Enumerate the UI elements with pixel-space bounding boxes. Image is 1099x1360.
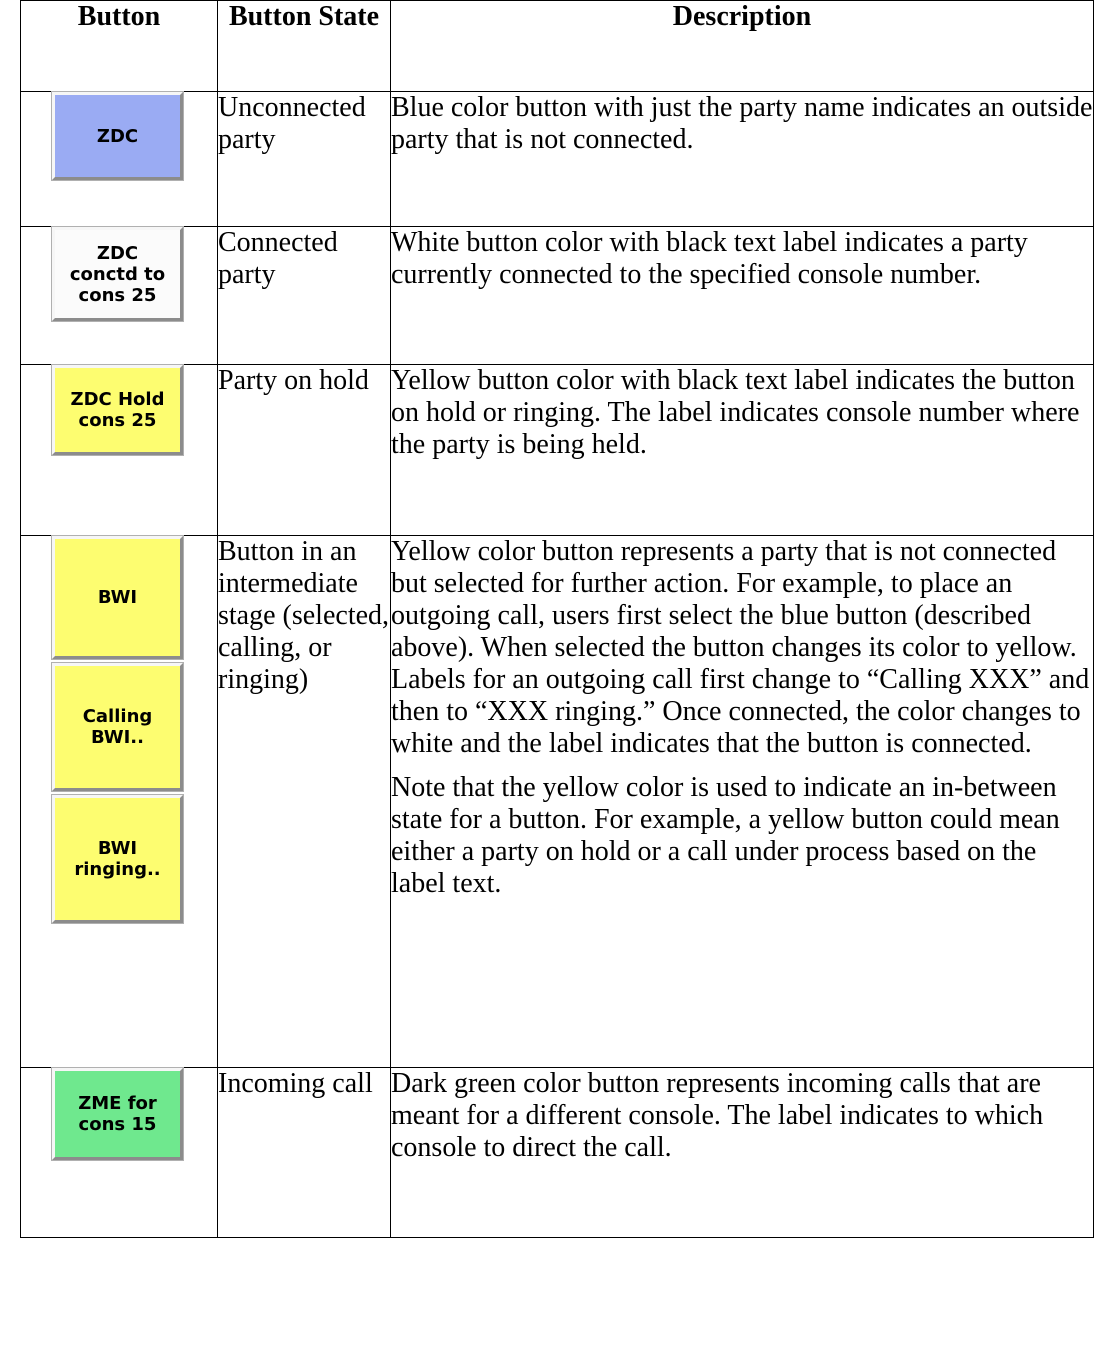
- description-cell: [391, 1068, 1094, 1238]
- party-on-hold-button: ZDC Hold cons 25: [52, 365, 183, 455]
- state-cell: Unconnected party: [218, 92, 391, 227]
- description-paragraph: Yellow button color with black text label indicates the button on hold or ringing. The label indicates console number where the party is being held.: [391, 365, 1080, 460]
- incoming-call-button: ZME for cons 15: [52, 1068, 183, 1160]
- state-cell: Button in an intermediate stage (selected, calling, or ringing): [218, 536, 391, 1068]
- description-paragraph: Dark green color button represents incoming calls that are meant for a different console. The label indicates to which console to direct the call.: [391, 1068, 1044, 1163]
- header-row: [21, 1, 1094, 92]
- header-button: Button: [21, 1, 218, 92]
- connected-party-button: ZDC conctd to cons 25: [52, 227, 183, 321]
- description-paragraph: Blue color button with just the party name indicates an outside party that is not connected.: [391, 92, 1093, 155]
- button-cell: [21, 92, 218, 227]
- selected-button: BWI: [52, 536, 183, 659]
- description-cell: [391, 92, 1094, 227]
- button-cell: [21, 227, 218, 365]
- description-cell: [391, 365, 1094, 536]
- description-paragraph: Note that the yellow color is used to indicate an in-between state for a button. For example, a yellow button could mean either a party on hold or a call under process based on the label text.: [391, 772, 1060, 899]
- description-cell: [391, 227, 1094, 365]
- calling-button: Calling BWI..: [52, 663, 183, 791]
- state-cell: Party on hold: [218, 365, 391, 536]
- button-cell: [21, 1068, 218, 1238]
- ringing-button: BWI ringing..: [52, 795, 183, 923]
- header-description: Description: [391, 1, 1094, 92]
- table-row: [21, 92, 1094, 227]
- description-cell: [391, 536, 1094, 1068]
- table-row: [21, 365, 1094, 536]
- header-button-state: Button State: [218, 1, 391, 92]
- button-cell: [21, 365, 218, 536]
- table-row: [21, 536, 1094, 1068]
- description-paragraph: Yellow color button represents a party that is not connected but selected for further action. For example, to place an outgoing call, users first select the blue button (described above). When selected the button changes its color to yellow. Labels for an outgoing call first change to “Calling XXX” and then to “XXX ringing.” Once connected, the color changes to white and the label indicates that the button is connected.: [391, 536, 1090, 759]
- intermediate-button-stack: [21, 536, 217, 923]
- button-cell: [21, 536, 218, 1068]
- description-paragraph: White button color with black text label indicates a party currently connected to the specified console number.: [391, 227, 1028, 290]
- table-row: [21, 227, 1094, 365]
- button-states-table: [20, 0, 1094, 1238]
- table-row: [21, 1068, 1094, 1238]
- state-cell: Incoming call: [218, 1068, 391, 1238]
- state-cell: Connected party: [218, 227, 391, 365]
- unconnected-party-button: ZDC: [52, 92, 183, 180]
